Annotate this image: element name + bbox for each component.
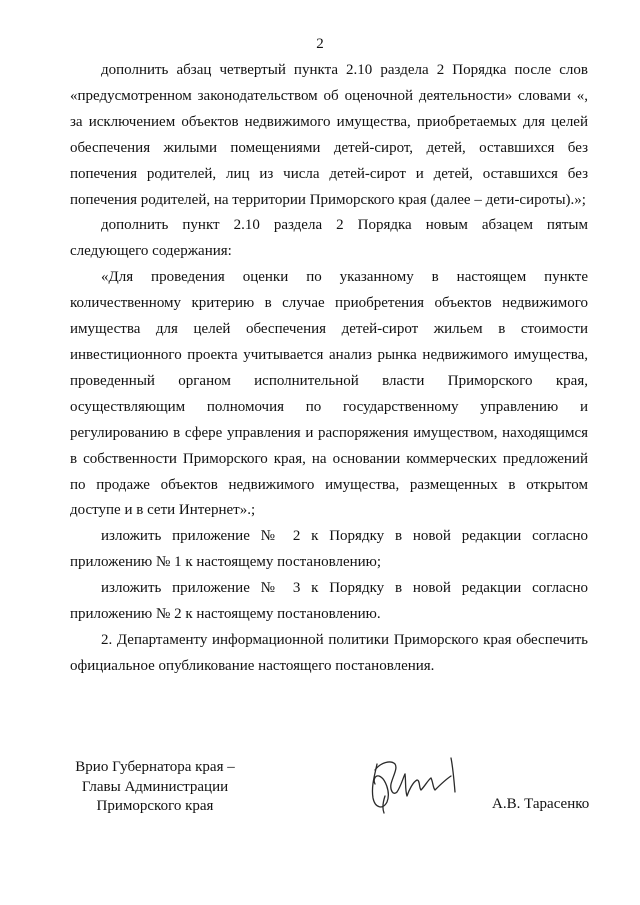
document-body <box>70 58 588 680</box>
signer-name: А.В. Тарасенко <box>492 796 590 812</box>
signer-title-line: Приморского края <box>96 798 214 814</box>
paragraph-quoted-criterion: «Для проведения оценки по указанному в настоящем пункте количественному критерию в случае приобретения объектов недвижимого имущества для целей обеспечения детей-сирот жильем в стоимости инвестиционного проекта учитывается анализ рынка недвижимого имущества, проведенный органом исполнительной власти Приморского края, осуществляющим полномочия по государственному управлению и регулированию в сфере управления и распоряжения имуществом, находящимся в собственности Приморского края, на основании коммерческих предложений по продаже объектов недвижимого имущества, размещенных в открытом доступе и в сети Интернет».; <box>70 269 588 519</box>
paragraph-add-paragraph-five: дополнить пункт 2.10 раздела 2 Порядка новым абзацем пятым следующего содержания: <box>70 217 588 260</box>
handwritten-signature <box>365 750 465 818</box>
signature-block <box>0 758 640 828</box>
paragraph-appendix-3: изложить приложение № 3 к Порядку в новой редакции согласно приложению № 2 к настоящему постановлению. <box>70 580 588 623</box>
signer-title-line: Врио Губернатора края – <box>75 759 235 775</box>
signer-title <box>70 758 240 817</box>
page-number: 2 <box>316 36 324 52</box>
paragraph-amend-paragraph-four: дополнить абзац четвертый пункта 2.10 раздела 2 Порядка после слов «предусмотренном законодательством об оценочной деятельности» словами «, за исключением объектов недвижимого имущества, приобретаемых для целей обеспечения жилыми помещениями детей-сирот, детей, оставшихся без попечения родителей, лиц из числа детей-сирот и детей, оставшихся без попечения родителей, на территории Приморского края (далее – дети-сироты).»; <box>70 62 588 208</box>
paragraph-appendix-2: изложить приложение № 2 к Порядку в новой редакции согласно приложению № 1 к настоящему постановлению; <box>70 528 588 571</box>
paragraph-publication: 2. Департаменту информационной политики Приморского края обеспечить официальное опубликование настоящего постановления. <box>70 631 588 674</box>
signer-title-line: Главы Администрации <box>81 778 229 795</box>
